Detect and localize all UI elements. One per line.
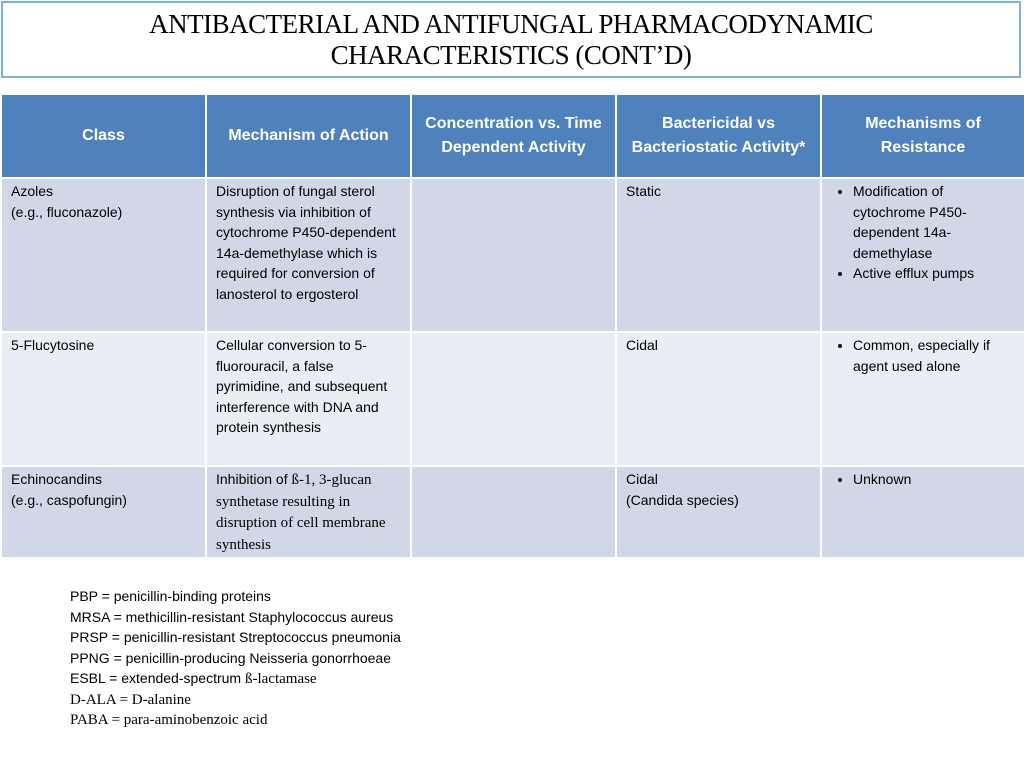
header-mechanism-of-action: Mechanism of Action — [206, 94, 411, 178]
class-name: 5-Flucytosine — [11, 337, 95, 353]
cell-activity — [616, 178, 821, 332]
footnote-dala: D-ALA = D-alanine — [70, 691, 191, 708]
resistance-item: • Common, especially if agent used alone — [853, 335, 1016, 376]
cell-class — [1, 332, 206, 466]
resistance-item: • Modification of cytochrome P450-dependent 14a-demethylase — [853, 181, 1016, 263]
cell-resistance — [821, 332, 1024, 466]
cell-time-dependent — [411, 332, 616, 466]
title-line-1: ANTIBACTERIAL AND ANTIFUNGAL PHARMACODYNAMIC — [149, 8, 873, 39]
table-row-azoles — [1, 178, 1024, 332]
table-header-row — [1, 94, 1024, 178]
class-example: (e.g., caspofungin) — [11, 491, 127, 508]
footnote-pbp: PBP = penicillin-binding proteins — [70, 588, 271, 604]
header-mechanisms-of-resistance: Mechanisms of Resistance — [821, 94, 1024, 178]
footnote-ppng: PPNG = penicillin-producing Neisseria gonorrhoeae — [70, 649, 392, 666]
esbl-prefix: ESBL = extended-spectrum — [70, 670, 245, 686]
class-example: (e.g., fluconazole) — [11, 203, 123, 220]
cell-activity — [616, 332, 821, 466]
cell-time-dependent — [411, 178, 616, 332]
table-row-echinocandins — [1, 466, 1024, 558]
slide-title — [1, 1, 1021, 78]
title-line-2: CHARACTERISTICS (CONT’D) — [330, 39, 692, 70]
activity-value: Static — [626, 183, 662, 199]
activity-value: Cidal — [626, 337, 658, 353]
cell-class — [1, 178, 206, 332]
cell-activity — [616, 466, 821, 558]
class-name: Echinocandins — [11, 471, 103, 487]
mechanism-rest: ß-1, 3-glucan synthetase resulting in disruption of cell membrane synthesis — [216, 472, 386, 553]
cell-mechanism: Disruption of fungal sterol synthesis via inhibition of cytochrome P450-dependent 14a-demethylase which is required for conversion of lanosterol to ergosterol — [206, 178, 411, 332]
table-row-flucytosine — [1, 332, 1024, 466]
activity-value: Cidal — [626, 471, 658, 487]
footnote-prsp: PRSP = penicillin-resistant Streptococcus pneumonia — [70, 629, 401, 645]
footnote-esbl — [70, 668, 401, 690]
esbl-rest: ß-lactamase — [244, 671, 317, 687]
class-name: Azoles — [11, 183, 54, 199]
resistance-item: • Active efflux pumps — [853, 263, 1016, 284]
activity-note: (Candida species) — [626, 491, 739, 508]
cell-mechanism: Cellular conversion to 5-fluorouracil, a false pyrimidine, and subsequent interference with DNA and protein synthesis — [206, 332, 411, 466]
header-time-dependent-activity: Concentration vs. Time Dependent Activity — [411, 94, 616, 178]
abbreviation-footnotes — [70, 586, 401, 731]
footnote-mrsa: MRSA = methicillin-resistant Staphylococcus aureus — [70, 608, 394, 625]
cell-resistance — [821, 466, 1024, 558]
resistance-item: • Unknown — [853, 469, 1016, 490]
footnote-paba: PABA = para-aminobenzoic acid — [70, 712, 268, 728]
pharmacodynamic-table — [0, 93, 1024, 559]
cell-class — [1, 466, 206, 558]
cell-time-dependent — [411, 466, 616, 558]
cell-mechanism — [206, 466, 411, 558]
header-class: Class — [1, 94, 206, 178]
cell-resistance — [821, 178, 1024, 332]
mechanism-prefix: Inhibition of — [216, 471, 292, 487]
header-bactericidal-activity: Bactericidal vs Bacteriostatic Activity* — [616, 94, 821, 178]
